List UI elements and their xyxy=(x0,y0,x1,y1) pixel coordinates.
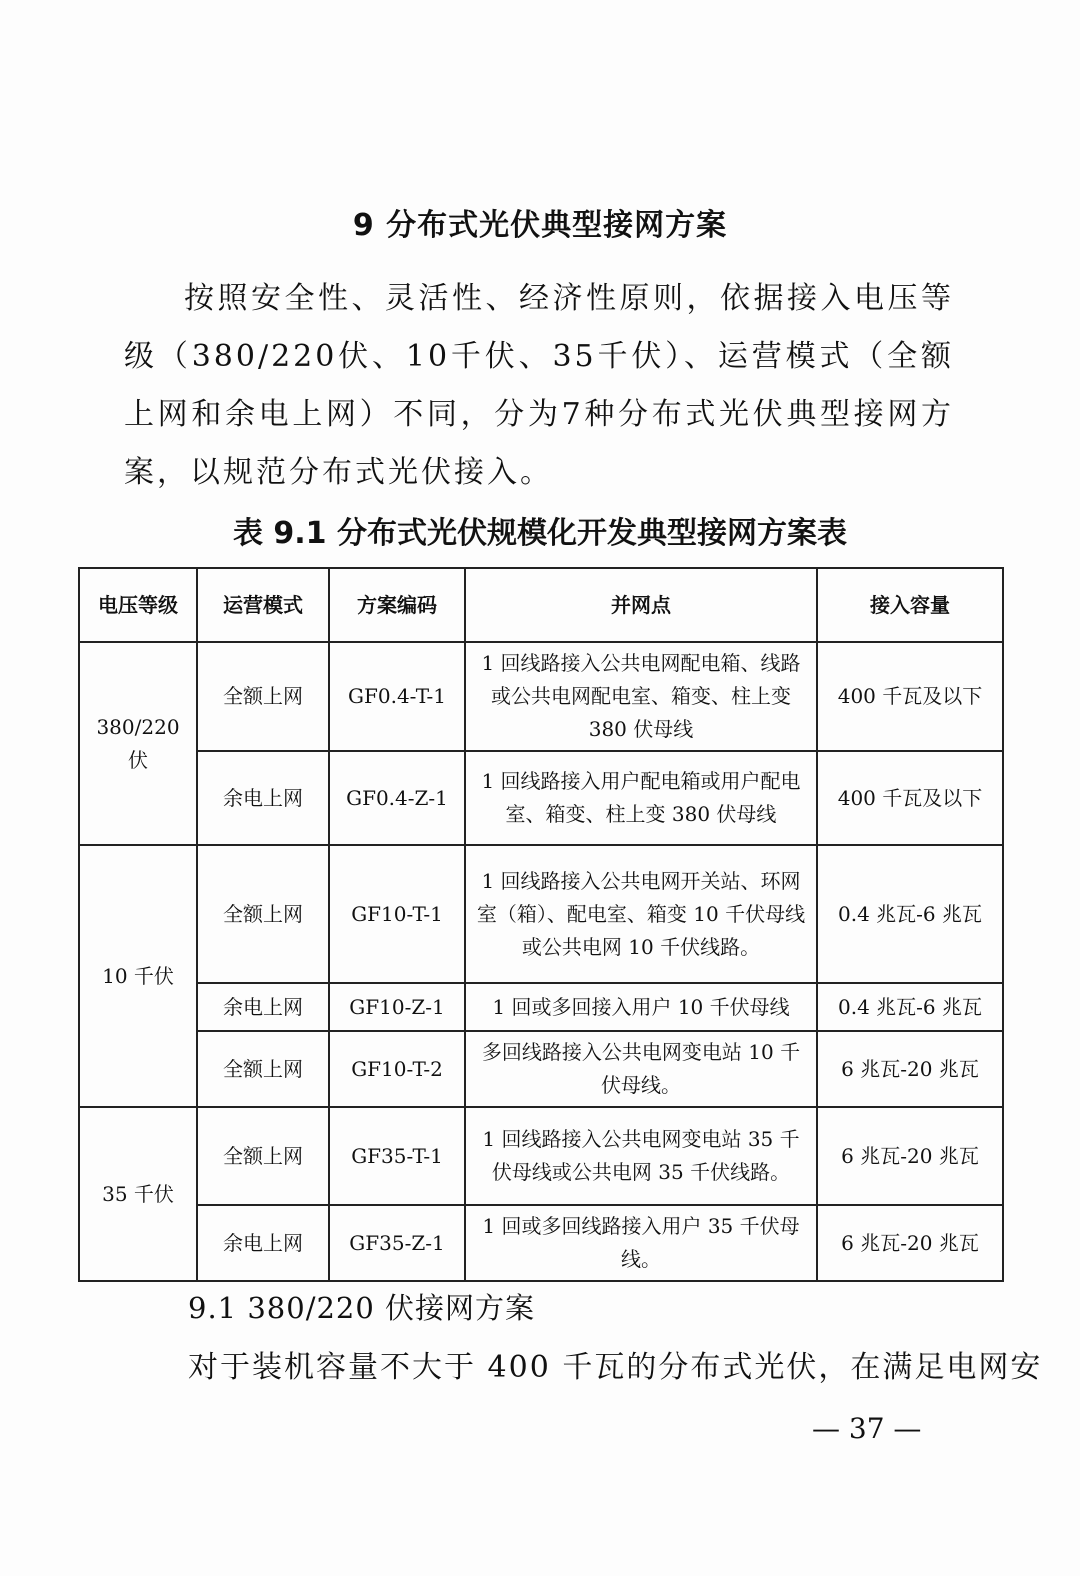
table-row xyxy=(79,1205,1003,1281)
code-cell: GF35-Z-1 xyxy=(329,1205,465,1281)
point-cell: 1 回线路接入公共电网变电站 35 千伏母线或公共电网 35 千伏线路。 xyxy=(465,1107,817,1205)
capacity-cell: 400 千瓦及以下 xyxy=(817,642,1003,751)
mode-cell: 全额上网 xyxy=(197,1031,329,1107)
mode-cell: 全额上网 xyxy=(197,1107,329,1205)
mode-cell: 全额上网 xyxy=(197,642,329,751)
point-cell: 1 回线路接入公共电网开关站、环网室（箱）、配电室、箱变 10 千伏母线或公共电网 10 千伏线路。 xyxy=(465,845,817,983)
capacity-cell: 0.4 兆瓦-6 兆瓦 xyxy=(817,983,1003,1031)
point-cell: 1 回或多回接入用户 10 千伏母线 xyxy=(465,983,817,1031)
section-title: 9 分布式光伏典型接网方案 xyxy=(352,208,728,243)
table-row xyxy=(79,751,1003,845)
code-cell: GF10-T-1 xyxy=(329,845,465,983)
voltage-cell: 380/220 伏 xyxy=(79,642,197,845)
code-cell: GF0.4-Z-1 xyxy=(329,751,465,845)
subsection-title: 9.1 380/220 伏接网方案 xyxy=(188,1291,536,1325)
scheme-table xyxy=(78,567,1004,1282)
header-mode: 运营模式 xyxy=(197,568,329,642)
mode-cell: 余电上网 xyxy=(197,1205,329,1281)
intro-paragraph: 按照安全性、灵活性、经济性原则，依据接入电压等级（380/220伏、10千伏、35千伏）、运营模式（全额上网和余电上网）不同，分为7种分布式光伏典型接网方案，以规范分布式光伏接入。 xyxy=(124,281,954,490)
point-cell: 多回线路接入公共电网变电站 10 千伏母线。 xyxy=(465,1031,817,1107)
capacity-cell: 0.4 兆瓦-6 兆瓦 xyxy=(817,845,1003,983)
point-cell: 1 回线路接入公共电网配电箱、线路或公共电网配电室、箱变、柱上变 380 伏母线 xyxy=(465,642,817,751)
code-cell: GF10-Z-1 xyxy=(329,983,465,1031)
capacity-cell: 400 千瓦及以下 xyxy=(817,751,1003,845)
header-voltage: 电压等级 xyxy=(79,568,197,642)
table-row xyxy=(79,983,1003,1031)
table-row xyxy=(79,642,1003,751)
header-capacity: 接入容量 xyxy=(817,568,1003,642)
table-row xyxy=(79,845,1003,983)
code-cell: GF0.4-T-1 xyxy=(329,642,465,751)
table-row xyxy=(79,1031,1003,1107)
subsection-paragraph: 对于装机容量不大于 400 千瓦的分布式光伏，在满足电网安 xyxy=(188,1350,1043,1385)
code-cell: GF10-T-2 xyxy=(329,1031,465,1107)
capacity-cell: 6 兆瓦-20 兆瓦 xyxy=(817,1107,1003,1205)
table-caption: 表 9.1 分布式光伏规模化开发典型接网方案表 xyxy=(232,516,848,551)
mode-cell: 全额上网 xyxy=(197,845,329,983)
capacity-cell: 6 兆瓦-20 兆瓦 xyxy=(817,1205,1003,1281)
mode-cell: 余电上网 xyxy=(197,751,329,845)
mode-cell: 余电上网 xyxy=(197,983,329,1031)
point-cell: 1 回或多回线路接入用户 35 千伏母线。 xyxy=(465,1205,817,1281)
voltage-cell: 10 千伏 xyxy=(79,845,197,1107)
table-header-row xyxy=(79,568,1003,642)
code-cell: GF35-T-1 xyxy=(329,1107,465,1205)
table-row xyxy=(79,1107,1003,1205)
header-code: 方案编码 xyxy=(329,568,465,642)
voltage-cell: 35 千伏 xyxy=(79,1107,197,1281)
page-number: — 37 — xyxy=(812,1412,922,1445)
point-cell: 1 回线路接入用户配电箱或用户配电室、箱变、柱上变 380 伏母线 xyxy=(465,751,817,845)
header-point: 并网点 xyxy=(465,568,817,642)
capacity-cell: 6 兆瓦-20 兆瓦 xyxy=(817,1031,1003,1107)
